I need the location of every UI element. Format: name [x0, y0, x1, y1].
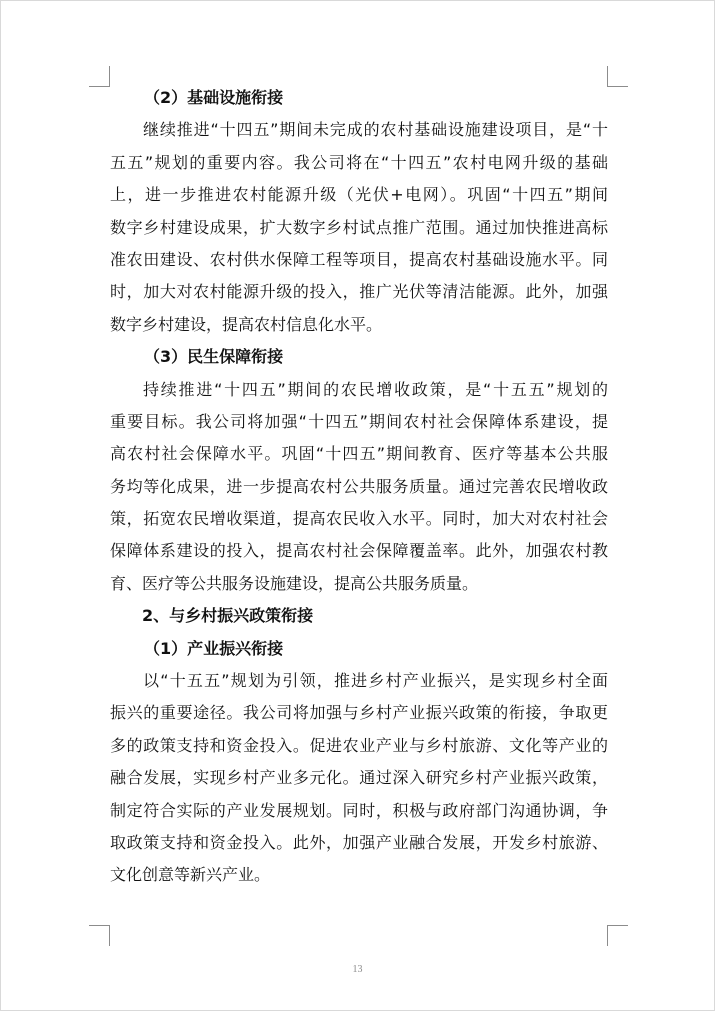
paragraph-line: 五五”规划的重要内容。我公司将在“十四五”农村电网升级的基础 — [110, 152, 608, 172]
paragraph-line: 时，加大对农村能源升级的投入，推广光伏等清洁能源。此外，加强 — [110, 282, 608, 302]
paragraph-line: 上，进一步推进农村能源升级（光伏+电网）。巩固“十四五”期间 — [110, 185, 608, 205]
margin-corner-bottom-right — [607, 925, 628, 946]
paragraph-line: 多的政策支持和资金投入。促进农业产业与乡村旅游、文化等产业的 — [110, 735, 608, 755]
paragraph-line: 取政策支持和资金投入。此外，加强产业融合发展，开发乡村旅游、 — [110, 832, 608, 852]
paragraph-line: 务均等化成果，进一步提高农村公共服务质量。通过完善农民增收政 — [110, 476, 608, 496]
paragraph-line: 融合发展，实现乡村产业多元化。通过深入研究乡村产业振兴政策， — [110, 768, 608, 788]
section-heading-rural-revitalization: 2、与乡村振兴政策衔接 — [142, 606, 314, 626]
paragraph-line: 准农田建设、农村供水保障工程等项目，提高农村基础设施水平。同 — [110, 249, 608, 269]
margin-corner-top-left — [89, 66, 110, 87]
paragraph-line: 以“十五五”规划为引领，推进乡村产业振兴，是实现乡村全面 — [143, 671, 608, 691]
paragraph-line: 数字乡村建设，提高农村信息化水平。 — [110, 314, 383, 334]
paragraph-line: 文化创意等新兴产业。 — [110, 865, 271, 885]
margin-corner-top-right — [607, 66, 628, 87]
paragraph-line: 制定符合实际的产业发展规划。同时，积极与政府部门沟通协调，争 — [110, 800, 608, 820]
paragraph-line: 数字乡村建设成果，扩大数字乡村试点推广范围。通过加快推进高标 — [110, 217, 608, 237]
section-heading-industry: （1）产业振兴衔接 — [144, 638, 284, 658]
page-number: 13 — [352, 964, 363, 975]
section-heading-livelihood: （3）民生保障衔接 — [144, 347, 284, 367]
paragraph-line: 策，拓宽农民增收渠道，提高农民收入水平。同时，加大对农村社会 — [110, 509, 608, 529]
document-body — [110, 82, 608, 892]
margin-corner-bottom-left — [89, 925, 110, 946]
section-heading-infrastructure: （2）基础设施衔接 — [144, 88, 284, 107]
paragraph-line: 继续推进“十四五”期间未完成的农村基础设施建设项目，是“十 — [143, 120, 608, 140]
paragraph-line: 振兴的重要途径。我公司将加强与乡村产业振兴政策的衔接，争取更 — [110, 703, 608, 723]
paragraph-line: 育、医疗等公共服务设施建设，提高公共服务质量。 — [110, 573, 479, 593]
paragraph-line: 持续推进“十四五”期间的农民增收政策，是“十五五”规划的 — [143, 379, 608, 399]
paragraph-line: 重要目标。我公司将加强“十四五”期间农村社会保障体系建设，提 — [110, 411, 608, 431]
paragraph-line: 保障体系建设的投入，提高农村社会保障覆盖率。此外，加强农村教 — [110, 541, 608, 561]
paragraph-line: 高农村社会保障水平。巩固“十四五”期间教育、医疗等基本公共服 — [110, 444, 608, 464]
